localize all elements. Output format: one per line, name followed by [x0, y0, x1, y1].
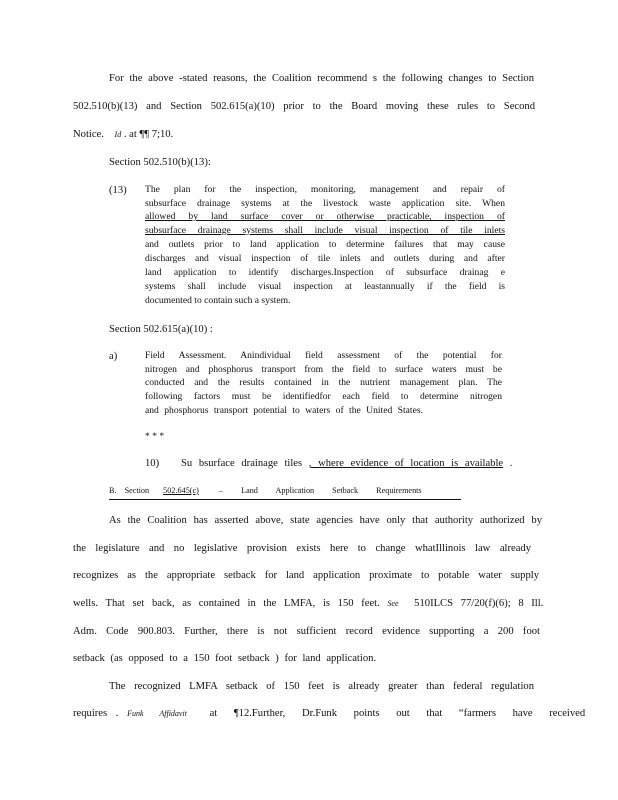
para2-line3: recognizes as the appropriate setback for land application proximate to potable water supply: [73, 570, 539, 581]
para3-line2-b: at ¶12.Further, Dr.Funk points out that “farmers have received: [209, 708, 586, 719]
heading-b-number: 502.645(c): [163, 486, 199, 495]
item-a-number: a): [109, 351, 118, 362]
item10-text-c: .: [509, 458, 513, 469]
item-a-line5: and phosphorus transport potential to waters of the United States.: [145, 405, 423, 416]
para1-id-citation: Id: [114, 130, 122, 139]
section2-label: Section 502.615(a)(10) :: [109, 324, 213, 335]
item13-line4: subsurface drainage systems shall include visual inspection of tile inlets: [145, 225, 505, 236]
para2-line6: setback (as opposed to a 150 foot setback ) for land application.: [73, 653, 377, 664]
para3-funk-affidavit: Funk Affidavit: [127, 709, 187, 718]
item-a-line4: following factors must be identifiedfor each field to determine nitrogen: [145, 391, 502, 402]
item13-line7: land application to identify discharges.Inspection of subsurface drainag e: [145, 267, 505, 278]
para2-line1: As the Coalition has asserted above, state agencies have only that authority authorized by: [109, 515, 542, 526]
para3-line2-a: requires .: [73, 708, 119, 719]
heading-b-title: – Land Application Setback Requirements: [218, 486, 422, 495]
para2-line4: [73, 597, 543, 610]
item13-line8: systems shall include visual inspection at leastannually if the field is: [145, 281, 505, 292]
item13-line1: The plan for the inspection, monitoring, management and repair of: [145, 184, 505, 195]
item13-line2: [145, 198, 505, 209]
item-a-line3: conducted and the results contained in the nutrient management plan. The: [145, 377, 502, 388]
para1-citation-tail: . at ¶¶ 7;10.: [123, 129, 174, 140]
item13-line5: and outlets prior to land application to determine failures that may cause: [145, 239, 505, 250]
ellipsis: * * *: [145, 431, 165, 442]
item-a-line1: Field Assessment. Anindividual field assessment of the potential for: [145, 350, 502, 361]
section1-label: Section 502.510(b)(13):: [109, 157, 211, 168]
item10-text-a: Su bsurface drainage tiles: [181, 458, 303, 469]
item10-number: 10): [145, 458, 160, 469]
para3-line2: [73, 707, 585, 720]
para2-line4-a: wells. That set back, as contained in the LMFA, is 150 feet.: [73, 598, 380, 609]
item10-text: [181, 457, 512, 470]
para1-line2: 502.510(b)(13) and Section 502.615(a)(10) prior to the Board moving these rules to Second: [73, 101, 535, 112]
para2-line4-b: 510ILCS 77/20(f)(6); 8 Ill.: [414, 598, 544, 609]
item13-line2-text: subsurface drainage systems at the livestock waste application site. When: [145, 198, 505, 209]
item13-line3: allowed by land surface cover or otherwise practicable, inspection of: [145, 211, 505, 222]
para1-notice: Notice.: [73, 129, 104, 140]
heading-b: [109, 486, 461, 500]
para1-line3: [73, 128, 173, 141]
para3-line1: The recognized LMFA setback of 150 feet is already greater than federal regulation: [109, 681, 534, 692]
heading-b-section: Section: [124, 486, 150, 495]
para2-line5: Adm. Code 900.803. Further, there is not sufficient record evidence supporting a 200 foot: [73, 626, 540, 637]
para1-line1: For the above -stated reasons, the Coalition recommend s the following changes to Section: [109, 73, 534, 84]
item13-line6: discharges and visual inspection of tile inlets and outlets during and after: [145, 253, 505, 264]
item13-line9: documented to contain such a system.: [145, 295, 291, 306]
heading-b-letter: B.: [109, 486, 117, 495]
para2-line2: the legislature and no legislative provision exists here to change whatIllinois law already: [73, 543, 531, 554]
item-a-line2: nitrogen and phosphorus transport from the field to surface waters must be: [145, 364, 502, 375]
para2-see-signal: See: [387, 599, 399, 608]
item13-number: (13): [109, 185, 127, 196]
item10-text-inserted: , where evidence of location is available: [308, 458, 504, 469]
